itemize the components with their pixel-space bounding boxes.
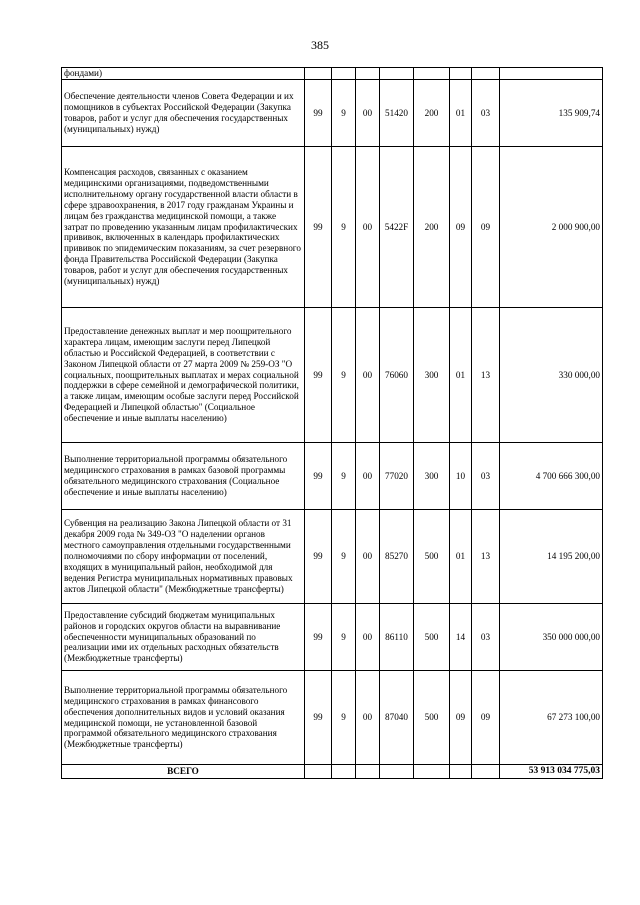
row-expense-type-code: 300 <box>414 443 450 510</box>
total-row <box>62 765 603 779</box>
row-main-activity-code: 00 <box>356 80 380 147</box>
row-section-code: 01 <box>450 308 472 443</box>
row-amount: 330 000,00 <box>500 308 603 443</box>
row-program-code: 99 <box>305 443 332 510</box>
table-row <box>62 147 603 308</box>
row-program-code: 99 <box>305 671 332 765</box>
table-row <box>62 443 603 510</box>
row-section-code: 09 <box>450 147 472 308</box>
table-row <box>62 671 603 765</box>
row-subprogram-code: 9 <box>332 510 356 604</box>
row-expense-type-code: 200 <box>414 147 450 308</box>
row-subsection-code: 13 <box>472 308 500 443</box>
row-subsection-code: 03 <box>472 80 500 147</box>
row-subprogram-code: 9 <box>332 80 356 147</box>
row-direction-code: 76060 <box>380 308 414 443</box>
row-subsection-code: 09 <box>472 671 500 765</box>
continuation-row <box>62 68 603 80</box>
row-expense-type-code: 500 <box>414 604 450 671</box>
row-description: Выполнение территориальной программы обязательного медицинского страхования в рамках базовой программы обязательного медицинского страхования (Социальное обеспечение и иные выплаты населению) <box>62 443 305 510</box>
row-amount: 14 195 200,00 <box>500 510 603 604</box>
row-program-code: 99 <box>305 80 332 147</box>
table-body <box>62 68 603 779</box>
row-amount: 135 909,74 <box>500 80 603 147</box>
continuation-text: фондами) <box>62 68 305 80</box>
row-main-activity-code: 00 <box>356 510 380 604</box>
table-row <box>62 308 603 443</box>
row-amount: 4 700 666 300,00 <box>500 443 603 510</box>
row-section-code: 10 <box>450 443 472 510</box>
empty-cell <box>500 68 603 80</box>
row-description: Предоставление денежных выплат и мер поощрительного характера лицам, имеющим заслуги перед Липецкой областью и Российской Федерацией, в соответствии с Законом Липецкой области от 27 марта 2009 № 259-ОЗ "О социальных, поощрительных выплатах и мерах социальной поддержки в сфере семейной и демографической политики, а также лицам, имеющим особые заслуги перед Российской Федерацией и Липецкой областью" (Социальное обеспечение и иные выплаты населению) <box>62 308 305 443</box>
row-program-code: 99 <box>305 510 332 604</box>
row-program-code: 99 <box>305 604 332 671</box>
row-main-activity-code: 00 <box>356 604 380 671</box>
row-direction-code: 85270 <box>380 510 414 604</box>
total-amount: 53 913 034 775,03 <box>500 765 603 779</box>
row-direction-code: 86110 <box>380 604 414 671</box>
row-program-code: 99 <box>305 147 332 308</box>
row-section-code: 01 <box>450 510 472 604</box>
row-direction-code: 51420 <box>380 80 414 147</box>
row-subprogram-code: 9 <box>332 308 356 443</box>
empty-cell <box>356 68 380 80</box>
row-direction-code: 5422F <box>380 147 414 308</box>
total-label: ВСЕГО <box>62 765 305 779</box>
row-main-activity-code: 00 <box>356 147 380 308</box>
row-subprogram-code: 9 <box>332 147 356 308</box>
row-amount: 2 000 900,00 <box>500 147 603 308</box>
row-main-activity-code: 00 <box>356 671 380 765</box>
budget-table <box>61 67 603 779</box>
row-description: Субвенция на реализацию Закона Липецкой области от 31 декабря 2009 года № 349-ОЗ "О наделении органов местного самоуправления отдельными государственными полномочиями по сбору информации от поселений, входящих в муниципальный район, необходимой для ведения Регистра муниципальных нормативных правовых актов Липецкой области" (Межбюджетные трансферты) <box>62 510 305 604</box>
empty-cell <box>332 68 356 80</box>
row-section-code: 14 <box>450 604 472 671</box>
row-expense-type-code: 200 <box>414 80 450 147</box>
table-row <box>62 510 603 604</box>
row-subsection-code: 13 <box>472 510 500 604</box>
page-number: 385 <box>311 38 329 52</box>
empty-cell <box>356 765 380 779</box>
empty-cell <box>380 68 414 80</box>
empty-cell <box>332 765 356 779</box>
row-expense-type-code: 500 <box>414 671 450 765</box>
table-row <box>62 604 603 671</box>
empty-cell <box>472 68 500 80</box>
row-section-code: 01 <box>450 80 472 147</box>
empty-cell <box>380 765 414 779</box>
row-amount: 67 273 100,00 <box>500 671 603 765</box>
row-subprogram-code: 9 <box>332 604 356 671</box>
row-description: Выполнение территориальной программы обязательного медицинского страхования в рамках финансового обеспечения дополнительных видов и условий оказания медицинской помощи, не установленной базовой программой обязательного медицинского страхования (Межбюджетные трансферты) <box>62 671 305 765</box>
row-main-activity-code: 00 <box>356 443 380 510</box>
empty-cell <box>305 68 332 80</box>
row-description: Компенсация расходов, связанных с оказанием медицинскими организациями, подведомственными исполнительному органу государственной власти области в сфере здравоохранения, в 2017 году гражданам Украины и лицам без гражданства медицинской помощи, а также затрат по проведению указанным лицам профилактических прививок, включенных в календарь профилактических прививок по эпидемическим показаниям, за счет резервного фонда Правительства Российской Федерации (Закупка товаров, работ и услуг для обеспечения государственных (муниципальных) нужд) <box>62 147 305 308</box>
row-direction-code: 77020 <box>380 443 414 510</box>
empty-cell <box>414 765 450 779</box>
row-subsection-code: 03 <box>472 443 500 510</box>
row-expense-type-code: 500 <box>414 510 450 604</box>
empty-cell <box>450 765 472 779</box>
row-description: Обеспечение деятельности членов Совета Федерации и их помощников в субъектах Российской Федерации (Закупка товаров, работ и услуг для обеспечения государственных (муниципальных) нужд) <box>62 80 305 147</box>
row-main-activity-code: 00 <box>356 308 380 443</box>
row-subsection-code: 03 <box>472 604 500 671</box>
row-description: Предоставление субсидий бюджетам муниципальных районов и городских округов области на выравнивание обеспеченности муниципальных образований по реализации ими их отдельных расходных обязательств (Межбюджетные трансферты) <box>62 604 305 671</box>
row-direction-code: 87040 <box>380 671 414 765</box>
empty-cell <box>414 68 450 80</box>
row-subsection-code: 09 <box>472 147 500 308</box>
row-subprogram-code: 9 <box>332 443 356 510</box>
row-expense-type-code: 300 <box>414 308 450 443</box>
row-amount: 350 000 000,00 <box>500 604 603 671</box>
row-section-code: 09 <box>450 671 472 765</box>
empty-cell <box>472 765 500 779</box>
row-program-code: 99 <box>305 308 332 443</box>
empty-cell <box>450 68 472 80</box>
table-row <box>62 80 603 147</box>
empty-cell <box>305 765 332 779</box>
row-subprogram-code: 9 <box>332 671 356 765</box>
